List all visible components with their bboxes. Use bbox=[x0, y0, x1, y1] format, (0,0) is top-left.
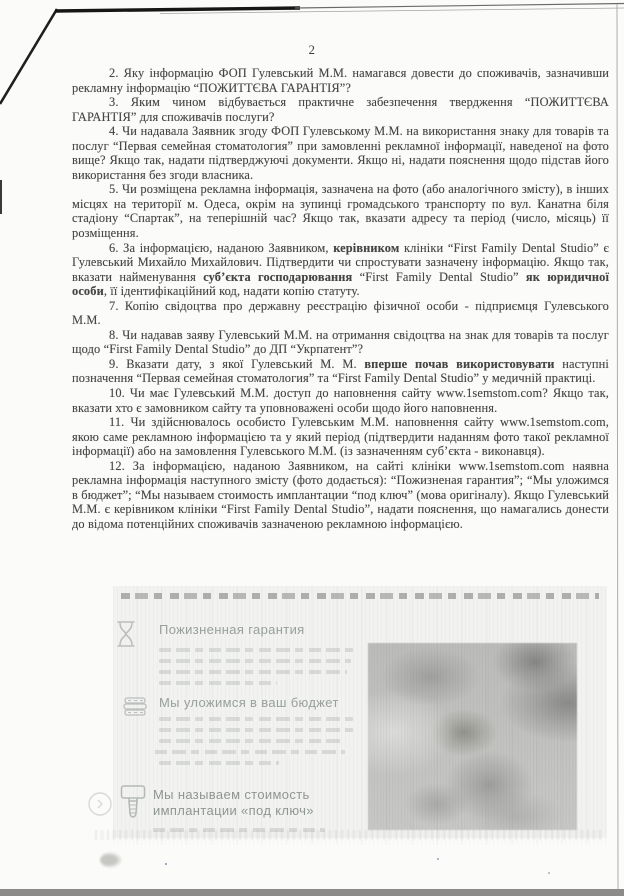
scan-streak-noise bbox=[113, 586, 607, 845]
paragraph: 10. Чи має Гулевський М.М. доступ до наповнення сайту www.1semstom.com? Якщо так, вказати хто є замовником сайту та уповноважені особи щодо його наповнення. bbox=[72, 386, 609, 415]
feature-title-lifetime-warranty: Пожизненная гарантия bbox=[159, 622, 305, 637]
scan-speck bbox=[548, 872, 550, 874]
scan-speck bbox=[165, 863, 167, 865]
paragraph: 7. Копію свідоцтва про державну реєстрацію фізичної особи - підприємця Гулевського М.М. bbox=[72, 298, 609, 328]
paragraph: 5. Чи розміщена рекламна інформація, зазначена на фото (або аналогічного змісту), в інших місцях на території м. Одеса, окрім на зупинці громадського транспорту по вул. Канатна біля стадіону “Спартак”, на теперішній час? Якщо так, вказати адресу та період (число, місяць) її розміщення. bbox=[72, 182, 609, 241]
feature-title-implant-price: Мы называем стоимость имплантации «под ключ» bbox=[153, 787, 314, 818]
paragraph: 3. Яким чином відбувається практичне забезпечення твердження “ПОЖИТТЄВА ГАРАНТІЯ” для споживачів послуги? bbox=[72, 95, 609, 124]
scan-edge-top-thin bbox=[295, 4, 624, 9]
paragraph: 11. Чи здійснювалось особисто Гулевським М.М. наповнення сайту www.1semstom.com, якою саме рекламною інформацією та у який період (підтвердити наданням фото такої рекламної інформації) або на замовлення Гулевського М.М. (із зазначенням суб’єкта - виконавця). bbox=[72, 415, 609, 459]
scan-left-mark bbox=[0, 180, 2, 214]
attachment-screenshot bbox=[85, 586, 609, 845]
scan-noise-band bbox=[95, 830, 601, 840]
paragraph: 2. Яку інформацію ФОП Гулевський М.М. намагався довести до споживачів, зазначивши рекламну інформацію “ПОЖИТТЄВА ГАРАНТІЯ”? bbox=[72, 66, 609, 95]
feature-title-budget: Мы уложимся в ваш бюджет bbox=[159, 695, 339, 710]
scan-edge-top-ghost bbox=[160, 8, 624, 14]
paragraph: 4. Чи надавала Заявник згоду ФОП Гулевському М.М. на використання знаку для товарів та послуг “Первая семейная стоматология” при замовленні рекламної інформації, наведеної на фото вище? Якщо так, надати підтверджуючі документи. Якщо ні, надати пояснення щодо підстав його використання без згоди власника. bbox=[72, 124, 609, 182]
scan-smudge bbox=[100, 852, 122, 868]
paragraph: 12. За інформацією, наданою Заявником, на сайті клініки www.1semstom.com наявна рекламна інформація наступного змісту (фото додається): “Пожизненая гарантия”; “Мы уложимся в бюджет”; “Мы называем стоимость имплантации “под ключ” (мова оригіналу). Якщо Гулевський М.М. є керівником клініки “First Family Dental Studio”, надати пояснення, що намагались донести до відома потенційних споживачів зазначеною рекламною інформацією. bbox=[72, 458, 609, 531]
paragraph: 9. Вказати дату, з якої Гулевський М. М. вперше почав використовувати наступні позначення “Первая семейная стоматология” та “First Family Dental Studio” у медичній практиці. bbox=[72, 356, 609, 386]
scan-edge-right bbox=[617, 4, 618, 889]
scan-speck bbox=[437, 858, 439, 860]
page-number: 2 bbox=[308, 42, 316, 57]
paragraph: 6. За інформацією, наданою Заявником, керівником клініки “First Family Dental Studio” є Гулевський Михайло Михайлович. Підтвердити чи спростувати зазначену інформацію. Якщо так, вказати найменування суб’єкта господарювання “First Family Dental Studio” як юридичної особи, її ідентифікаційний код, надати копію статуту. bbox=[72, 240, 610, 299]
scan-edge-top-thick bbox=[55, 8, 300, 11]
paragraph: 8. Чи надавав заяву Гулевський М.М. на отримання свідоцтва на знак для товарів та послуг щодо “First Family Dental Studio” до ДП “Укрпатент”? bbox=[72, 327, 609, 357]
scanner-bottom-bar bbox=[0, 889, 624, 896]
document-text bbox=[72, 66, 609, 532]
carousel-prev-icon bbox=[87, 791, 113, 822]
